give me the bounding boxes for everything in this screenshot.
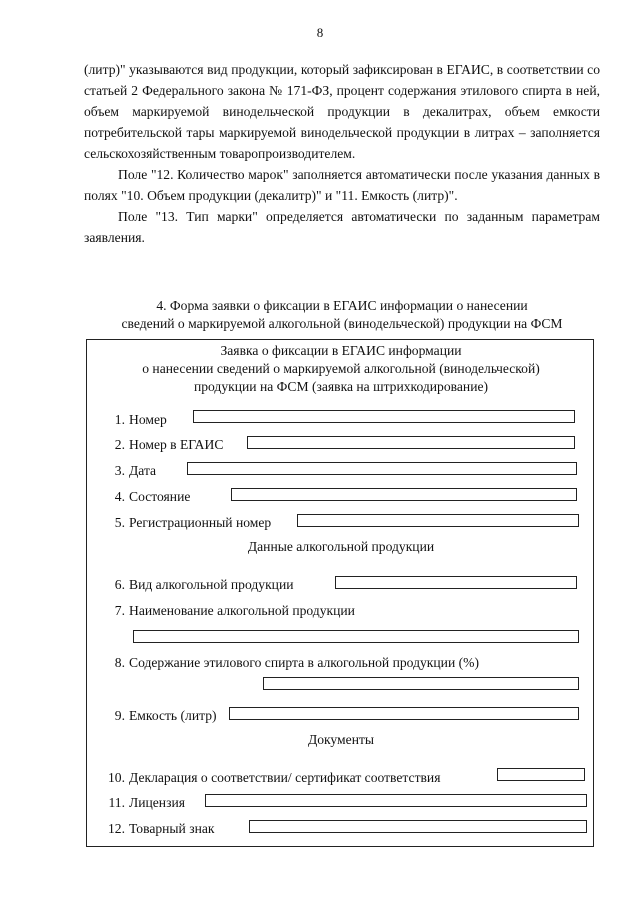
form-row-declaration — [87, 768, 595, 790]
field-num: 8. — [114, 655, 125, 670]
field-num: 11. — [108, 795, 125, 810]
date-field[interactable] — [187, 462, 577, 475]
status-field[interactable] — [231, 488, 577, 501]
field-label: Наименование алкогольной продукции — [129, 603, 355, 618]
page-number: 8 — [316, 25, 324, 40]
form-title-line-1: Заявка о фиксации в ЕГАИС информации — [220, 343, 462, 358]
product-name-field[interactable] — [133, 630, 579, 643]
field-num: 6. — [114, 577, 125, 592]
form-row-registration-number — [87, 513, 595, 535]
license-field[interactable] — [205, 794, 587, 807]
field-num: 10. — [108, 770, 125, 785]
field-label: Состояние — [129, 489, 191, 504]
field-label: Номер в ЕГАИС — [129, 437, 224, 452]
field-label: Лицензия — [129, 795, 185, 810]
form-row-alcohol-content — [87, 653, 595, 675]
field-label: Товарный знак — [129, 821, 215, 836]
application-form — [86, 339, 594, 847]
form-row-status — [87, 487, 595, 509]
field-num: 12. — [108, 821, 125, 836]
form-heading-line-2: сведений о маркируемой алкогольной (винодельческой) продукции на ФСМ — [121, 316, 563, 331]
registration-number-field[interactable] — [297, 514, 579, 527]
field-num: 2. — [114, 437, 125, 452]
section-documents: Документы — [307, 732, 375, 747]
field-num: 5. — [114, 515, 125, 530]
egais-number-field[interactable] — [247, 436, 575, 449]
field-num: 7. — [114, 603, 125, 618]
field-label: Вид алкогольной продукции — [129, 577, 294, 592]
form-row-date — [87, 461, 595, 483]
paragraph-1: (литр)" указываются вид продукции, который зафиксирован в ЕГАИС, в соответствии со статьей 2 Федерального закона № 171-ФЗ, процент содержания этилового спирта в ней, объем маркируемой винодельческой продукции в декалитрах, объем емкости потребительской тары маркируемой винодельческой продукции в литрах – заполняется сельскохозяйственным товаропроизводителем. — [84, 62, 600, 161]
form-title — [87, 342, 595, 396]
field-num: 3. — [114, 463, 125, 478]
form-row-capacity — [87, 706, 595, 728]
product-type-field[interactable] — [335, 576, 577, 589]
paragraph-2: Поле "12. Количество марок" заполняется автоматически после указания данных в полях "10. Объем продукции (декалитр)" и "11. Емкость (литр)". — [84, 167, 600, 203]
field-label: Регистрационный номер — [129, 515, 272, 530]
field-label: Содержание этилового спирта в алкогольной продукции (%) — [129, 655, 479, 670]
body-text — [84, 59, 600, 248]
form-row-trademark — [87, 819, 595, 841]
field-num: 9. — [114, 708, 125, 723]
section-product-data: Данные алкогольной продукции — [247, 539, 435, 554]
field-label: Номер — [129, 412, 167, 427]
form-heading-line-1: 4. Форма заявки о фиксации в ЕГАИС информации о нанесении — [156, 298, 528, 313]
number-field[interactable] — [193, 410, 575, 423]
trademark-field[interactable] — [249, 820, 587, 833]
alcohol-content-field[interactable] — [263, 677, 579, 690]
form-title-line-3: продукции на ФСМ (заявка на штрихкодирование) — [193, 379, 489, 394]
field-label: Емкость (литр) — [129, 708, 217, 723]
capacity-field[interactable] — [229, 707, 579, 720]
form-row-number — [87, 410, 595, 432]
form-row-product-type — [87, 575, 595, 597]
field-num: 1. — [114, 412, 125, 427]
paragraph-3: Поле "13. Тип марки" определяется автоматически по заданным параметрам заявления. — [84, 209, 600, 245]
form-title-line-2: о нанесении сведений о маркируемой алкогольной (винодельческой) — [142, 361, 540, 376]
field-num: 4. — [114, 489, 125, 504]
form-row-license — [87, 793, 595, 815]
form-row-product-name — [87, 601, 595, 623]
form-heading — [84, 297, 600, 333]
field-label: Декларация о соответствии/ сертификат соответствия — [129, 770, 441, 785]
form-row-egais-number — [87, 435, 595, 457]
field-label: Дата — [129, 463, 157, 478]
declaration-field[interactable] — [497, 768, 585, 781]
